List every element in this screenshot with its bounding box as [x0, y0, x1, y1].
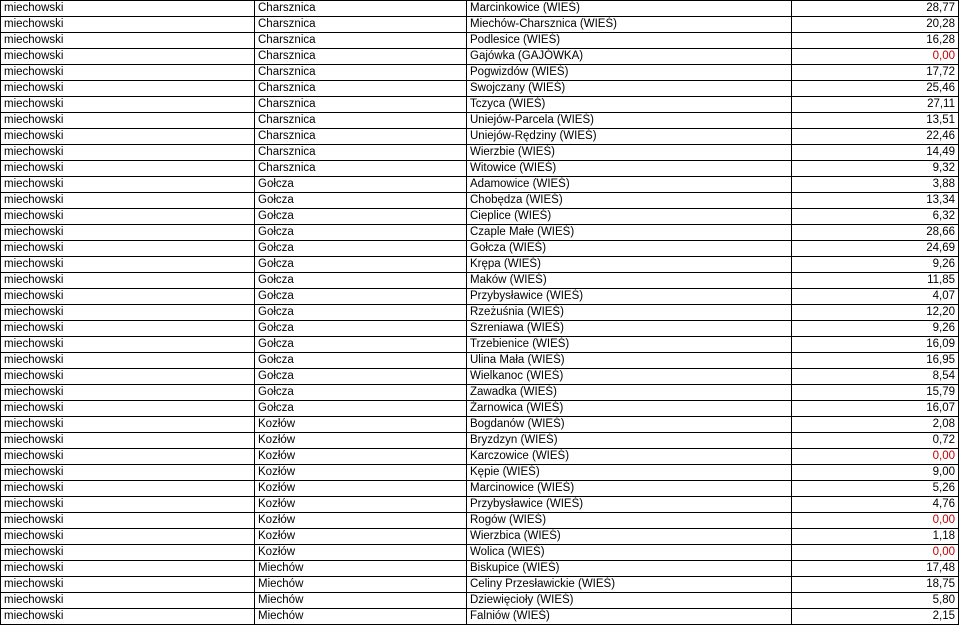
cell-gmina: Kozłów	[255, 545, 467, 561]
cell-powiat: miechowski	[1, 1, 255, 17]
cell-powiat: miechowski	[1, 241, 255, 257]
cell-miejscowosc: Tczyca (WIEŚ)	[467, 97, 792, 113]
cell-gmina: Gołcza	[255, 401, 467, 417]
cell-miejscowosc: Uniejów-Parcela (WIEŚ)	[467, 113, 792, 129]
cell-powiat: miechowski	[1, 545, 255, 561]
table-row	[1, 545, 959, 561]
cell-miejscowosc: Miechów-Charsznica (WIEŚ)	[467, 17, 792, 33]
cell-wartosc: 1,18	[792, 529, 959, 545]
cell-gmina: Kozłów	[255, 433, 467, 449]
cell-gmina: Gołcza	[255, 209, 467, 225]
cell-gmina: Charsznica	[255, 129, 467, 145]
cell-miejscowosc: Marcinowice (WIEŚ)	[467, 481, 792, 497]
table-row	[1, 289, 959, 305]
cell-powiat: miechowski	[1, 337, 255, 353]
cell-gmina: Gołcza	[255, 353, 467, 369]
cell-powiat: miechowski	[1, 161, 255, 177]
cell-gmina: Charsznica	[255, 113, 467, 129]
cell-powiat: miechowski	[1, 353, 255, 369]
cell-wartosc: 3,88	[792, 177, 959, 193]
table-row	[1, 561, 959, 577]
cell-powiat: miechowski	[1, 321, 255, 337]
cell-powiat: miechowski	[1, 273, 255, 289]
cell-miejscowosc: Krępa (WIEŚ)	[467, 257, 792, 273]
cell-gmina: Charsznica	[255, 1, 467, 17]
cell-miejscowosc: Żarnowica (WIEŚ)	[467, 401, 792, 417]
cell-miejscowosc: Witowice (WIEŚ)	[467, 161, 792, 177]
cell-gmina: Gołcza	[255, 385, 467, 401]
table-row	[1, 65, 959, 81]
table-row	[1, 17, 959, 33]
table-row	[1, 513, 959, 529]
cell-wartosc: 6,32	[792, 209, 959, 225]
cell-miejscowosc: Biskupice (WIEŚ)	[467, 561, 792, 577]
cell-powiat: miechowski	[1, 49, 255, 65]
cell-powiat: miechowski	[1, 225, 255, 241]
cell-wartosc: 17,72	[792, 65, 959, 81]
cell-wartosc: 4,76	[792, 497, 959, 513]
cell-powiat: miechowski	[1, 193, 255, 209]
cell-wartosc: 0,00	[792, 49, 959, 65]
cell-powiat: miechowski	[1, 17, 255, 33]
table-row	[1, 273, 959, 289]
cell-miejscowosc: Pogwizdów (WIEŚ)	[467, 65, 792, 81]
cell-miejscowosc: Wolica (WIEŚ)	[467, 545, 792, 561]
table-row	[1, 49, 959, 65]
cell-gmina: Kozłów	[255, 465, 467, 481]
cell-gmina: Gołcza	[255, 369, 467, 385]
cell-wartosc: 18,75	[792, 577, 959, 593]
cell-wartosc: 25,46	[792, 81, 959, 97]
cell-miejscowosc: Gołcza (WIEŚ)	[467, 241, 792, 257]
table-row	[1, 321, 959, 337]
table-row	[1, 497, 959, 513]
table-body	[1, 1, 959, 625]
cell-wartosc: 8,54	[792, 369, 959, 385]
table-row	[1, 161, 959, 177]
cell-gmina: Gołcza	[255, 257, 467, 273]
cell-gmina: Charsznica	[255, 161, 467, 177]
cell-wartosc: 0,72	[792, 433, 959, 449]
table-row	[1, 433, 959, 449]
cell-gmina: Charsznica	[255, 97, 467, 113]
cell-miejscowosc: Rzeżuśnia (WIEŚ)	[467, 305, 792, 321]
cell-powiat: miechowski	[1, 289, 255, 305]
cell-powiat: miechowski	[1, 481, 255, 497]
cell-powiat: miechowski	[1, 209, 255, 225]
cell-wartosc: 2,08	[792, 417, 959, 433]
cell-gmina: Gołcza	[255, 177, 467, 193]
cell-miejscowosc: Maków (WIEŚ)	[467, 273, 792, 289]
table-row	[1, 113, 959, 129]
cell-wartosc: 24,69	[792, 241, 959, 257]
cell-miejscowosc: Ulina Mała (WIEŚ)	[467, 353, 792, 369]
table-row	[1, 385, 959, 401]
cell-powiat: miechowski	[1, 177, 255, 193]
cell-miejscowosc: Uniejów-Rędziny (WIEŚ)	[467, 129, 792, 145]
cell-wartosc: 22,46	[792, 129, 959, 145]
cell-gmina: Gołcza	[255, 321, 467, 337]
cell-powiat: miechowski	[1, 449, 255, 465]
cell-gmina: Charsznica	[255, 17, 467, 33]
cell-gmina: Miechów	[255, 609, 467, 625]
table-row	[1, 177, 959, 193]
cell-miejscowosc: Celiny Przesławickie (WIEŚ)	[467, 577, 792, 593]
cell-gmina: Miechów	[255, 561, 467, 577]
cell-miejscowosc: Wielkanoc (WIEŚ)	[467, 369, 792, 385]
table-row	[1, 417, 959, 433]
cell-gmina: Charsznica	[255, 65, 467, 81]
cell-powiat: miechowski	[1, 513, 255, 529]
cell-powiat: miechowski	[1, 305, 255, 321]
cell-powiat: miechowski	[1, 497, 255, 513]
table-row	[1, 225, 959, 241]
table-row	[1, 81, 959, 97]
cell-gmina: Gołcza	[255, 273, 467, 289]
cell-gmina: Kozłów	[255, 417, 467, 433]
cell-wartosc: 2,15	[792, 609, 959, 625]
table-row	[1, 593, 959, 609]
cell-powiat: miechowski	[1, 369, 255, 385]
cell-powiat: miechowski	[1, 97, 255, 113]
cell-powiat: miechowski	[1, 33, 255, 49]
cell-miejscowosc: Bryzdzyn (WIEŚ)	[467, 433, 792, 449]
cell-miejscowosc: Chobędza (WIEŚ)	[467, 193, 792, 209]
table-row	[1, 449, 959, 465]
table-row	[1, 1, 959, 17]
table-row	[1, 337, 959, 353]
cell-powiat: miechowski	[1, 65, 255, 81]
cell-wartosc: 0,00	[792, 545, 959, 561]
table-row	[1, 353, 959, 369]
cell-miejscowosc: Trzebienice (WIEŚ)	[467, 337, 792, 353]
cell-gmina: Charsznica	[255, 33, 467, 49]
cell-miejscowosc: Przybysławice (WIEŚ)	[467, 289, 792, 305]
cell-gmina: Charsznica	[255, 145, 467, 161]
cell-gmina: Charsznica	[255, 49, 467, 65]
table-row	[1, 305, 959, 321]
cell-gmina: Kozłów	[255, 513, 467, 529]
cell-miejscowosc: Adamowice (WIEŚ)	[467, 177, 792, 193]
cell-gmina: Kozłów	[255, 529, 467, 545]
cell-powiat: miechowski	[1, 129, 255, 145]
cell-gmina: Gołcza	[255, 305, 467, 321]
cell-wartosc: 28,77	[792, 1, 959, 17]
cell-wartosc: 9,00	[792, 465, 959, 481]
cell-gmina: Gołcza	[255, 337, 467, 353]
cell-gmina: Kozłów	[255, 449, 467, 465]
table-row	[1, 529, 959, 545]
cell-powiat: miechowski	[1, 433, 255, 449]
table-row	[1, 97, 959, 113]
cell-miejscowosc: Zawadka (WIEŚ)	[467, 385, 792, 401]
cell-miejscowosc: Karczowice (WIEŚ)	[467, 449, 792, 465]
cell-wartosc: 15,79	[792, 385, 959, 401]
cell-wartosc: 11,85	[792, 273, 959, 289]
cell-powiat: miechowski	[1, 577, 255, 593]
cell-miejscowosc: Cieplice (WIEŚ)	[467, 209, 792, 225]
cell-wartosc: 14,49	[792, 145, 959, 161]
cell-wartosc: 5,26	[792, 481, 959, 497]
cell-miejscowosc: Gajówka (GAJÓWKA)	[467, 49, 792, 65]
cell-wartosc: 16,07	[792, 401, 959, 417]
cell-powiat: miechowski	[1, 593, 255, 609]
cell-wartosc: 4,07	[792, 289, 959, 305]
cell-miejscowosc: Wierzbica (WIEŚ)	[467, 529, 792, 545]
table-row	[1, 209, 959, 225]
cell-gmina: Kozłów	[255, 481, 467, 497]
cell-miejscowosc: Bogdanów (WIEŚ)	[467, 417, 792, 433]
cell-miejscowosc: Rogów (WIEŚ)	[467, 513, 792, 529]
cell-gmina: Kozłów	[255, 497, 467, 513]
table-row	[1, 33, 959, 49]
cell-miejscowosc: Przybysławice (WIEŚ)	[467, 497, 792, 513]
cell-wartosc: 5,80	[792, 593, 959, 609]
cell-wartosc: 9,32	[792, 161, 959, 177]
cell-powiat: miechowski	[1, 417, 255, 433]
table-row	[1, 577, 959, 593]
cell-gmina: Gołcza	[255, 225, 467, 241]
cell-gmina: Gołcza	[255, 193, 467, 209]
cell-wartosc: 17,48	[792, 561, 959, 577]
cell-wartosc: 16,95	[792, 353, 959, 369]
table-row	[1, 465, 959, 481]
cell-powiat: miechowski	[1, 561, 255, 577]
cell-wartosc: 9,26	[792, 257, 959, 273]
table-row	[1, 481, 959, 497]
cell-powiat: miechowski	[1, 609, 255, 625]
cell-powiat: miechowski	[1, 465, 255, 481]
cell-wartosc: 13,51	[792, 113, 959, 129]
table-row	[1, 369, 959, 385]
cell-miejscowosc: Dziewięcioły (WIEŚ)	[467, 593, 792, 609]
cell-gmina: Miechów	[255, 577, 467, 593]
cell-miejscowosc: Marcinkowice (WIEŚ)	[467, 1, 792, 17]
cell-wartosc: 16,09	[792, 337, 959, 353]
cell-powiat: miechowski	[1, 145, 255, 161]
cell-powiat: miechowski	[1, 385, 255, 401]
table-row	[1, 145, 959, 161]
cell-powiat: miechowski	[1, 113, 255, 129]
cell-gmina: Charsznica	[255, 81, 467, 97]
cell-wartosc: 9,26	[792, 321, 959, 337]
cell-miejscowosc: Podlesice (WIEŚ)	[467, 33, 792, 49]
cell-wartosc: 28,66	[792, 225, 959, 241]
cell-miejscowosc: Czaple Małe (WIEŚ)	[467, 225, 792, 241]
table-row	[1, 401, 959, 417]
cell-wartosc: 16,28	[792, 33, 959, 49]
cell-miejscowosc: Swojczany (WIEŚ)	[467, 81, 792, 97]
cell-wartosc: 13,34	[792, 193, 959, 209]
cell-gmina: Gołcza	[255, 241, 467, 257]
cell-miejscowosc: Falniów (WIEŚ)	[467, 609, 792, 625]
cell-wartosc: 27,11	[792, 97, 959, 113]
table-row	[1, 257, 959, 273]
cell-miejscowosc: Szreniawa (WIEŚ)	[467, 321, 792, 337]
cell-powiat: miechowski	[1, 529, 255, 545]
cell-wartosc: 0,00	[792, 513, 959, 529]
table-row	[1, 129, 959, 145]
cell-powiat: miechowski	[1, 257, 255, 273]
cell-wartosc: 20,28	[792, 17, 959, 33]
cell-gmina: Gołcza	[255, 289, 467, 305]
cell-miejscowosc: Kępie (WIEŚ)	[467, 465, 792, 481]
table-row	[1, 609, 959, 625]
table-row	[1, 193, 959, 209]
cell-miejscowosc: Wierzbie (WIEŚ)	[467, 145, 792, 161]
cell-gmina: Miechów	[255, 593, 467, 609]
cell-powiat: miechowski	[1, 401, 255, 417]
cell-powiat: miechowski	[1, 81, 255, 97]
table-row	[1, 241, 959, 257]
cell-wartosc: 0,00	[792, 449, 959, 465]
cell-wartosc: 12,20	[792, 305, 959, 321]
